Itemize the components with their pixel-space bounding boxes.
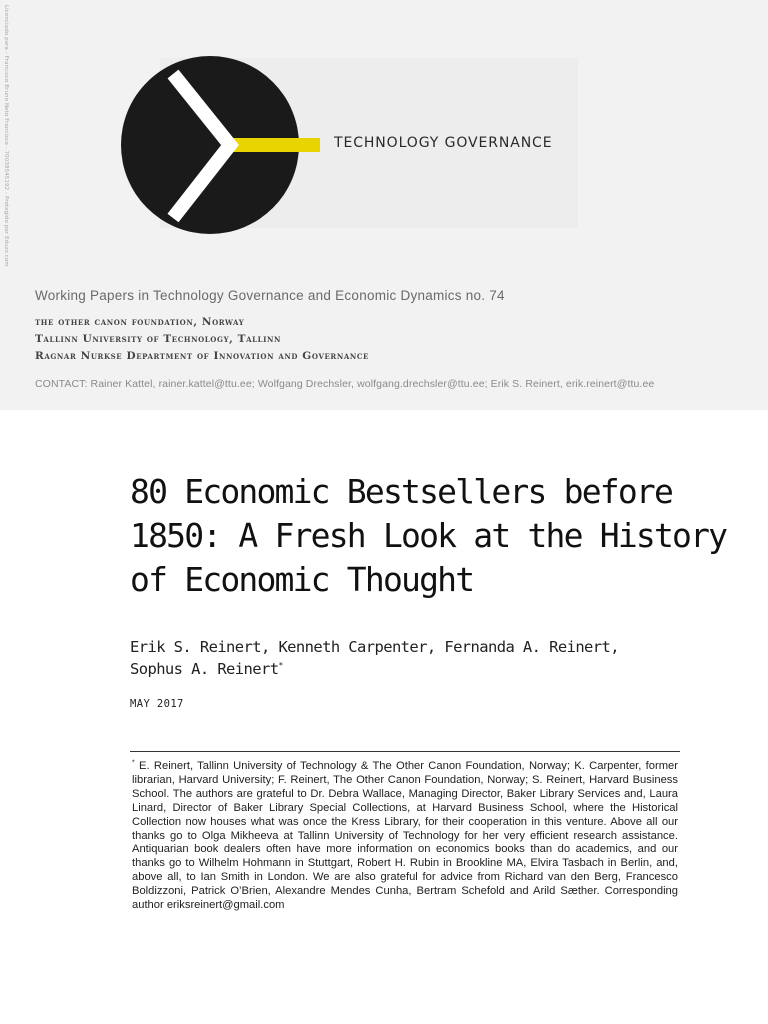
- institution-line: Ragnar Nurkse Department of Innovation and Governance: [35, 350, 369, 362]
- footnote-marker: *: [132, 759, 135, 767]
- authors-line-2: [130, 658, 730, 680]
- footnote-marker: *: [278, 660, 283, 670]
- series-title: Working Papers in Technology Governance and Economic Dynamics no. 74: [35, 288, 505, 303]
- institution-line: the other canon foundation, Norway: [35, 316, 245, 328]
- publication-date: MAY 2017: [130, 698, 184, 710]
- side-watermark: Licenciado para - Francisco Bruno Neto Francisco - 70038545192 - Protegido por Eduzz.com: [3, 5, 9, 267]
- footnote-divider: [130, 751, 680, 752]
- author-name: Sophus A. Reinert: [130, 660, 279, 678]
- author-list: [130, 636, 730, 680]
- logo-text: TECHNOLOGY GOVERNANCE: [334, 135, 553, 151]
- paper-title: 80 Economic Bestsellers before 1850: A Fresh Look at the History of Economic Thought: [130, 472, 727, 599]
- technology-governance-logo-icon: [120, 50, 320, 240]
- footnote-text: E. Reinert, Tallinn University of Technology & The Other Canon Foundation, Norway; K. Carpenter, former librarian, Harvard University; F. Reinert, The Other Canon Foundation, Norway; S. Reinert, Harvard Business School. The authors are grateful to Dr. Debra Wallace, Managing Director, Baker Library Services and, Laura Linard, Director of Baker Library Special Collections, at Harvard Business School, where the Historical Collection now houses what was once the Kress Library, for their cooperation in this venture. Above all our thanks go to Olga Mikheeva at Tallinn University of Technology for her very efficient research assistance. Antiquarian book dealers often have more information on economics books than do academics, and our thanks go to Wilhelm Hohmann in Stuttgart, Robert H. Rubin in Brookline MA, Elvira Tasbach in Berlin, and, above all, to Ian Smith in London. We are also grateful for advice from Richard van den Berg, Francesco Boldizzoni, Patrick O’Brien, Alexandre Mendes Cunha, Bertram Schefold and Arild Sæther. Corresponding author eriksreinert@gmail.com: [132, 760, 678, 912]
- logo-yellow-bar: [229, 138, 320, 152]
- authors-line: Erik S. Reinert, Kenneth Carpenter, Fernanda A. Reinert,: [130, 638, 619, 656]
- institution-line: Tallinn University of Technology, Tallinn: [35, 333, 282, 345]
- footnote: [132, 760, 678, 913]
- contact-line: CONTACT: Rainer Kattel, rainer.kattel@ttu.ee; Wolfgang Drechsler, wolfgang.drechsler@ttu.ee; Erik S. Reinert, erik.reinert@ttu.ee: [35, 378, 655, 390]
